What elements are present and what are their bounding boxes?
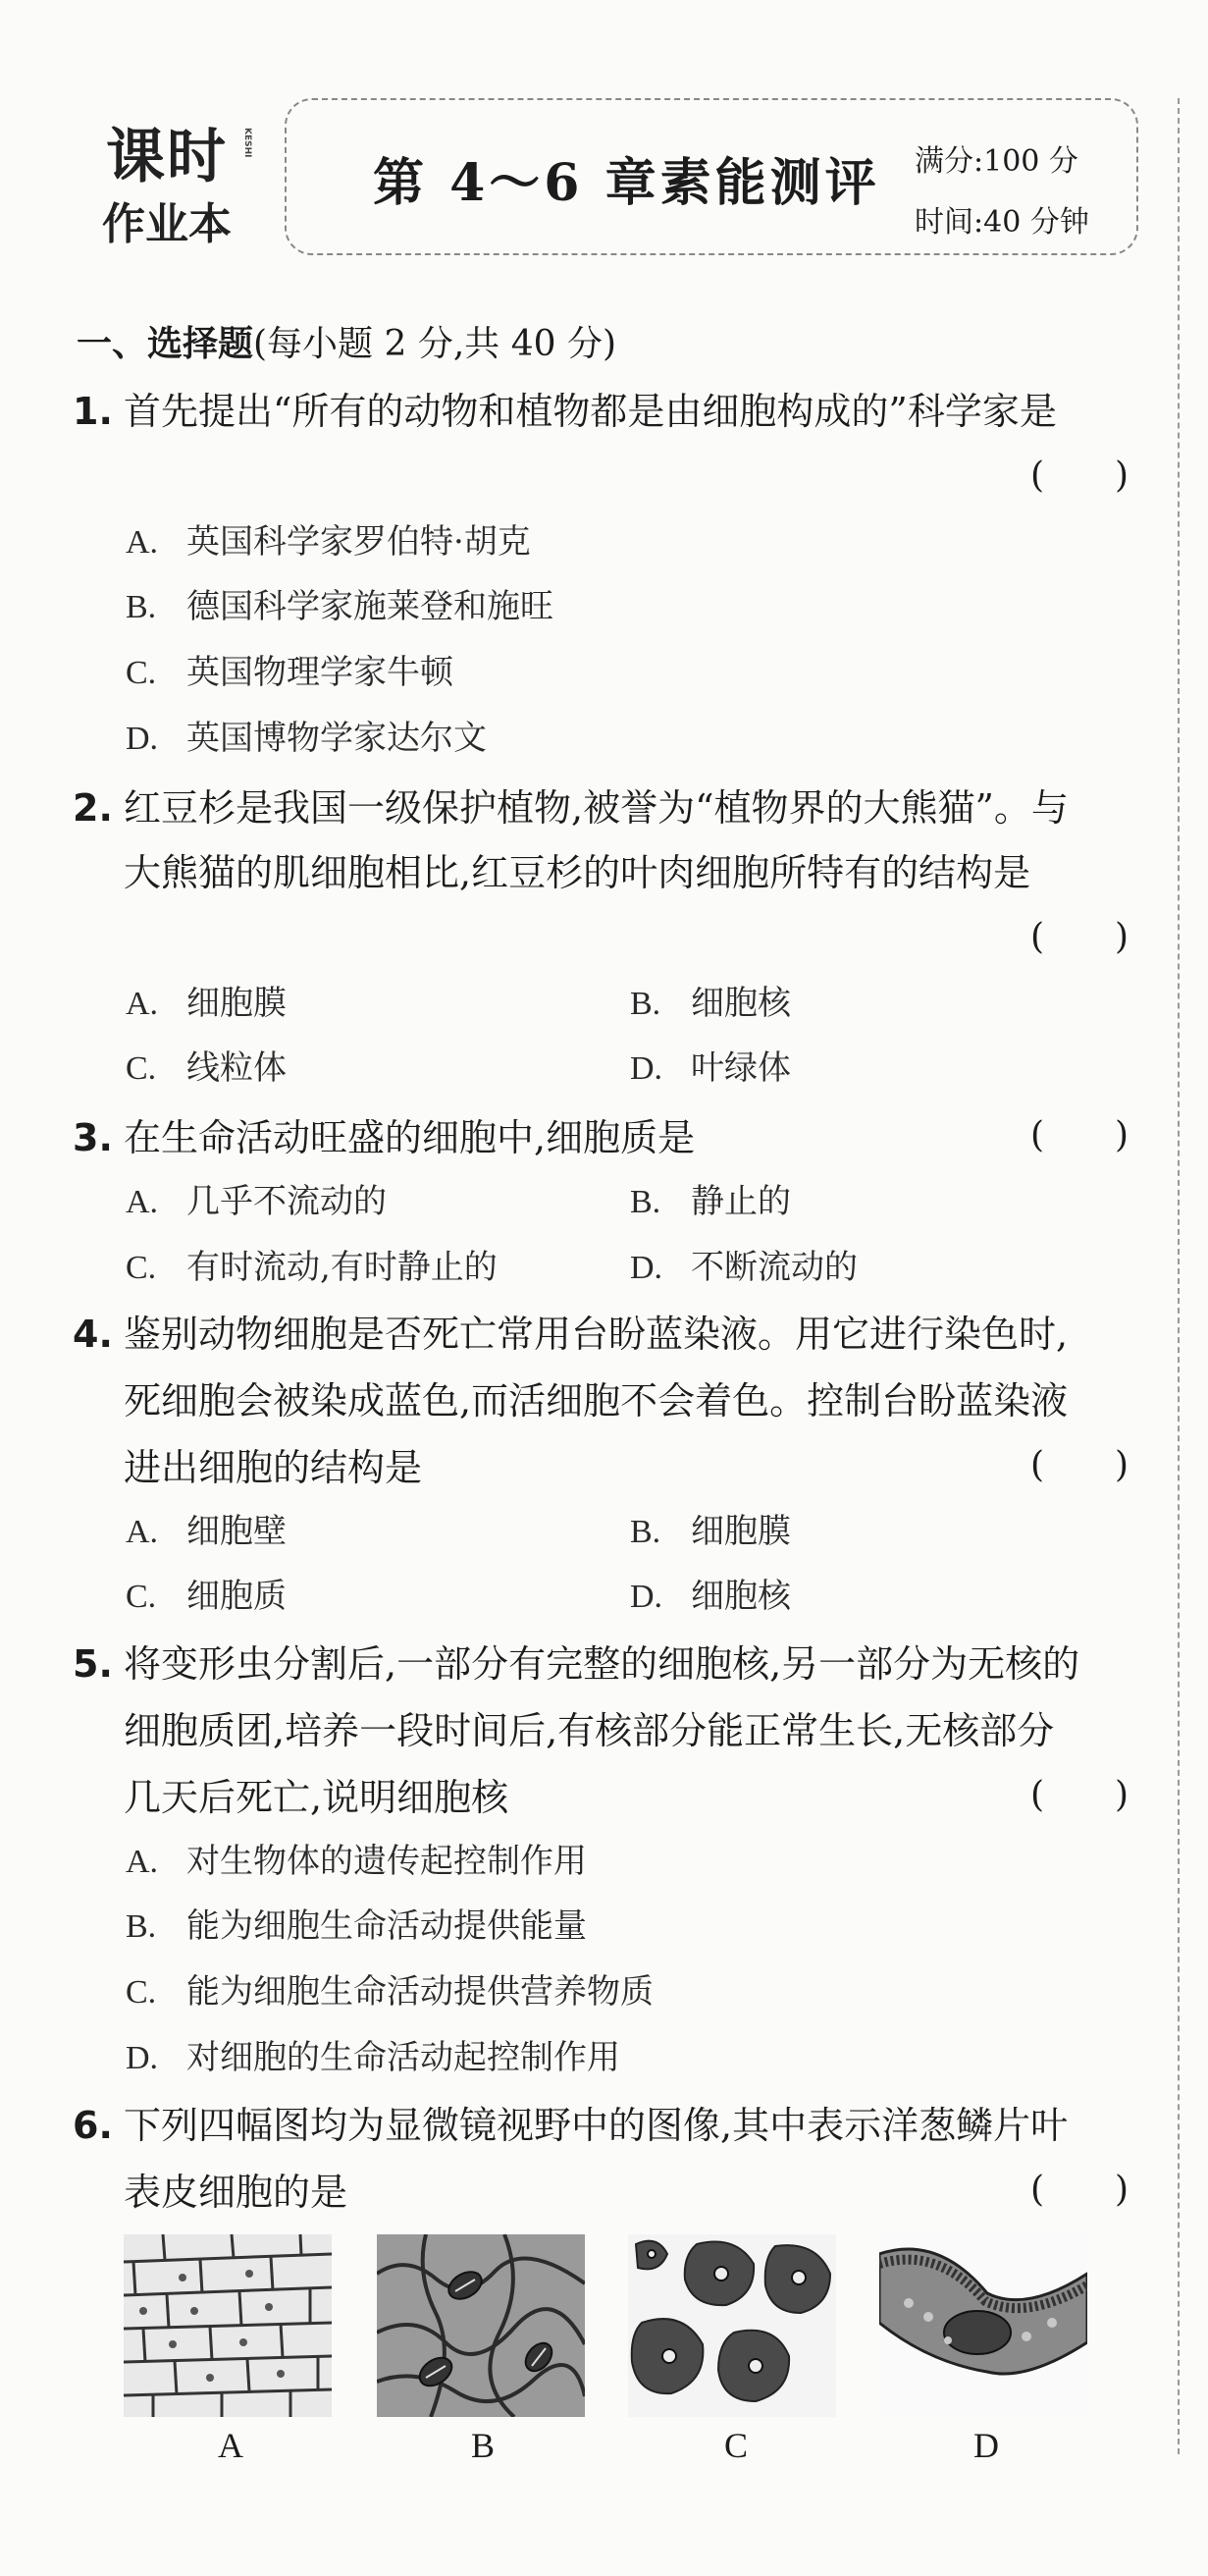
q1-option-c[interactable]: C. 英国物理学家牛顿 (126, 653, 453, 692)
question-2-line-2: 大熊猫的肌细胞相比,红豆杉的叶肉细胞所特有的结构是 (124, 851, 1031, 894)
full-score: 满分:100 分 (915, 144, 1078, 179)
q4-option-a[interactable]: A. 细胞壁 (126, 1512, 287, 1551)
answer-bracket-4[interactable]: ( ) (1030, 1445, 1129, 1485)
micrograph-b-stomata[interactable] (377, 2234, 585, 2417)
question-2-number: 2. (73, 786, 113, 830)
question-5-number: 5. (73, 1642, 113, 1686)
q1-option-d[interactable]: D. 英国博物学家达尔文 (126, 719, 487, 758)
question-5-line-3: 几天后死亡,说明细胞核 (124, 1776, 509, 1819)
q5-option-d[interactable]: D. 对细胞的生命活动起控制作用 (126, 2038, 620, 2077)
question-4-line-1: 4. 鉴别动物细胞是否死亡常用台盼蓝染液。用它进行染色时, (73, 1313, 1069, 1356)
q2-option-c[interactable]: C. 线粒体 (126, 1048, 287, 1088)
q4-option-b[interactable]: B. 细胞膜 (630, 1512, 791, 1551)
exam-meta (915, 132, 1089, 253)
answer-bracket-2[interactable]: ( ) (1030, 917, 1129, 957)
q2-option-a[interactable]: A. 细胞膜 (126, 984, 287, 1023)
image-label-c: C (724, 2426, 749, 2465)
q3-option-b[interactable]: B. 静止的 (630, 1182, 791, 1221)
q2-option-d[interactable]: D. 叶绿体 (630, 1048, 791, 1088)
page-title: 第 4～6 章素能测评 (373, 153, 880, 213)
question-4-line-3: 进出细胞的结构是 (124, 1446, 423, 1489)
micrograph-d-leaf-section[interactable] (879, 2234, 1087, 2417)
section-title: 一、选择题 (77, 323, 254, 364)
logo-small-text: KESHI (242, 128, 252, 158)
question-3-number: 3. (73, 1116, 113, 1159)
q4-option-c[interactable]: C. 细胞质 (126, 1577, 287, 1616)
section-heading (77, 316, 616, 366)
time-limit: 时间:40 分钟 (915, 205, 1089, 240)
q2-option-b[interactable]: B. 细胞核 (630, 984, 791, 1023)
logo-line1: 课时 (106, 123, 228, 191)
q5-option-a[interactable]: A. 对生物体的遗传起控制作用 (126, 1842, 587, 1881)
image-label-d: D (973, 2426, 999, 2465)
question-4-line-2: 死细胞会被染成蓝色,而活细胞不会着色。控制台盼蓝染液 (124, 1379, 1069, 1422)
image-label-a: A (218, 2426, 243, 2465)
header-box (285, 98, 1138, 255)
question-3-line-1: 3. 在生命活动旺盛的细胞中,细胞质是 (73, 1116, 696, 1159)
question-1-line-1: 1. 首先提出“所有的动物和植物都是由细胞构成的”科学家是 (73, 390, 1057, 433)
section-points: (每小题 2 分,共 40 分) (253, 324, 617, 364)
micrograph-a-onion-epidermis[interactable] (124, 2234, 332, 2417)
logo-line2: 作业本 (102, 199, 232, 249)
answer-bracket-5[interactable]: ( ) (1030, 1775, 1129, 1815)
logo (80, 110, 267, 257)
question-6-line-2: 表皮细胞的是 (124, 2171, 348, 2214)
question-2-line-1: 2. 红豆杉是我国一级保护植物,被誉为“植物界的大熊猫”。与 (73, 786, 1069, 830)
question-6-line-1: 6. 下列四幅图均为显微镜视野中的图像,其中表示洋葱鳞片叶 (73, 2104, 1069, 2147)
q1-option-a[interactable]: A. 英国科学家罗伯特·胡克 (126, 522, 531, 562)
q4-option-d[interactable]: D. 细胞核 (630, 1577, 791, 1616)
question-6-number: 6. (73, 2104, 113, 2147)
image-label-b: B (471, 2426, 496, 2465)
q1-option-b[interactable]: B. 德国科学家施莱登和施旺 (126, 587, 553, 626)
question-1-number: 1. (73, 390, 113, 433)
q3-option-a[interactable]: A. 几乎不流动的 (126, 1182, 387, 1221)
answer-bracket-3[interactable]: ( ) (1030, 1115, 1129, 1155)
q5-option-b[interactable]: B. 能为细胞生命活动提供能量 (126, 1906, 587, 1946)
question-5-line-1: 5. 将变形虫分割后,一部分有完整的细胞核,另一部分为无核的 (73, 1642, 1080, 1686)
answer-bracket-6[interactable]: ( ) (1030, 2170, 1129, 2210)
q5-option-c[interactable]: C. 能为细胞生命活动提供营养物质 (126, 1972, 654, 2012)
question-4-number: 4. (73, 1313, 113, 1356)
right-margin-dashed-line (1178, 98, 1180, 2454)
question-5-line-2: 细胞质团,培养一段时间后,有核部分能正常生长,无核部分 (124, 1709, 1055, 1752)
micrograph-c-round-cells[interactable] (628, 2234, 836, 2417)
q3-option-c[interactable]: C. 有时流动,有时静止的 (126, 1248, 498, 1287)
answer-bracket-1[interactable]: ( ) (1030, 456, 1129, 496)
q3-option-d[interactable]: D. 不断流动的 (630, 1248, 858, 1287)
